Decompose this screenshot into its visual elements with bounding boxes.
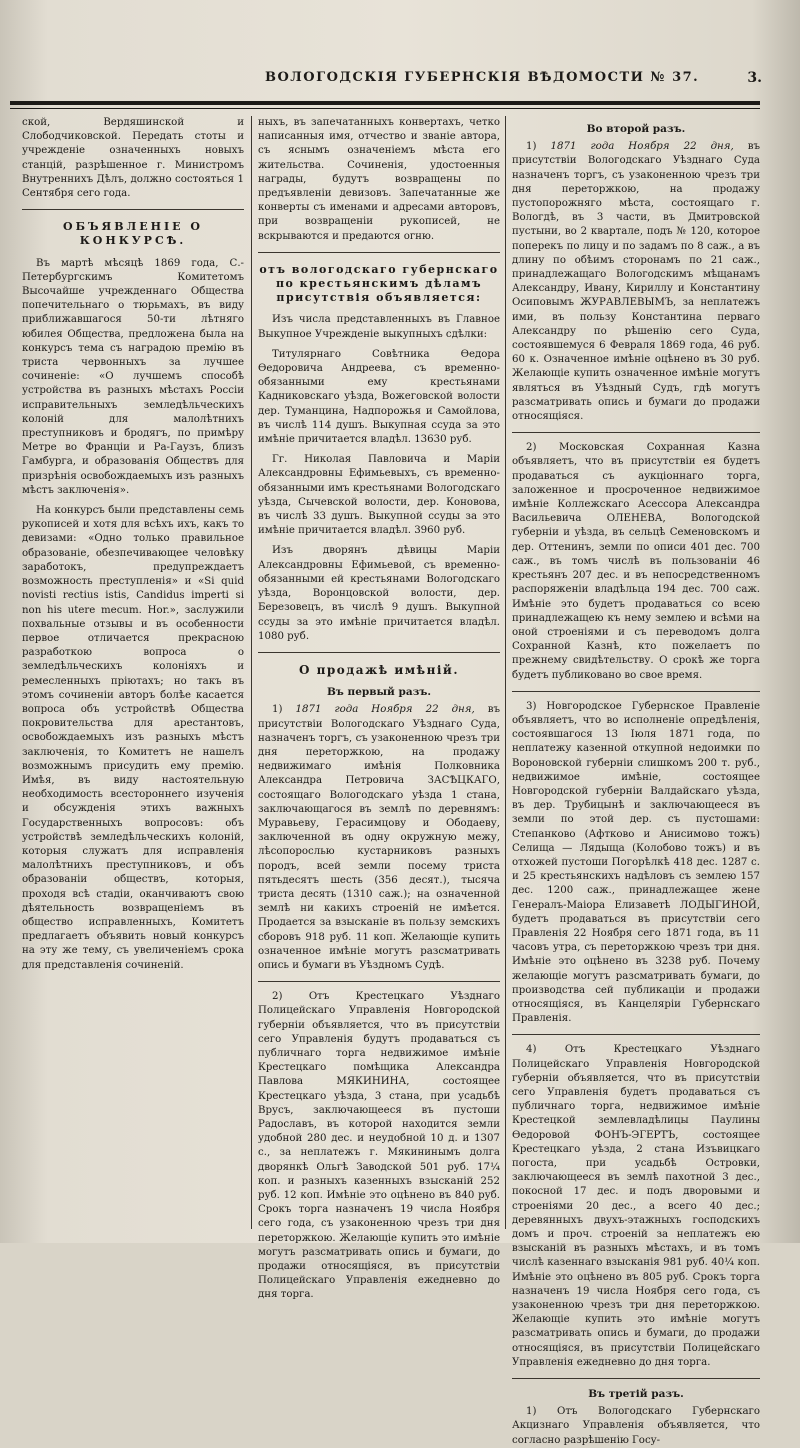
col2-paragraph-2: Титулярнаго Совѣтника Ѳедора Ѳедоровича Андреева, съ временно-обязанными ему крестьянами Кадниковскаго уѣзда, Вожеговской волости дер. Туманцина, Надпорожья и Самойлова, въ числѣ 114 душъ. Выкупная ссуда за это имѣніе причитается владѣл. 13630 руб. [258, 348, 500, 446]
col3-paragraph-3: 3) Новгородское Губернское Правленіе объявляетъ, что во исполненіе опредѣленія, состоявшагося 13 Іюля 1871 года, по неплатежу казенной откупной недоимки по Вороновской губерніи слишкомъ 200 т. руб., недвижимое имѣніе, состоящее Новгородской губерніи Валдайскаго уѣзда, въ дер. Трубицынѣ и заключающееся въ земли по этой дер. съ пустошами: Степанково (Афтково и Анисимово тожъ) Селища — Лядыща (Колобово тожъ) и въ отхожей пустоши Погорѣлкѣ 418 дес. 1287 с. и 25 крестьянскихъ надѣловъ съ землею 157 дес. 1200 саж., принадлежащее жене Генералъ-Маіора Елизаветѣ ЛОДЫГИНОЙ, будетъ продаваться въ присутствіи сего Правленія 22 Ноября сего 1871 года, въ 11 часовъ утра, съ переторжкою чрезъ три дня. Имѣніе это оцѣнено въ 3238 руб. Почему желающіе могутъ разсматривать бумаги, до производства сей публикаціи и продажи относящіяся, въ Канцеляріи Губернскаго Правленія. [512, 700, 760, 1025]
col3-paragraph-2: 2) Московская Сохранная Казна объявляетъ, что въ присутствіи ея будетъ продаваться съ аукціоннаго торга, заложенное и просроченное недвижимое имѣніе Коллежскаго Асессора Александра Васильевича ОЛЕНЕВА, Вологодской губерніи и уѣзда, въ сельцѣ Семеновскомъ и дер. Оттенинъ, земли по описи 401 дес. 700 саж., въ томъ числѣ въ пользованіи 46 крестьянъ 207 дес. и въ непосредственномъ распоряженіи владѣльца 194 дес. 700 саж. Имѣніе это будетъ продаваться со всею принадлежащею къ нему землею и всѣми на оной строеніями и съ переводомъ долга Сохранной Казнѣ, кто пожелаетъ по прежнему свидѣтельству. О срокѣ же торга будетъ публиковано во свое время. [512, 442, 760, 681]
peasant-affairs-heading: отъ вологодскаго губернскаго по крестьянскимъ дѣламъ присутствія объявляется: [259, 262, 499, 305]
col2-paragraph-3: Гг. Николая Павловича и Маріи Александровны Ефимьевыхъ, съ временно-обязанными имъ крестьянами Вологодскаго уѣзда, Сычевской волости, дер. Коновова, въ числѣ 33 душъ. Выкупной ссуды за это имѣніе причитается владѣл. 3960 руб. [258, 454, 500, 537]
col2-separator-3 [258, 981, 500, 982]
third-time-subheading: Въ третій разъ. [588, 1388, 684, 1401]
col3-separator-2 [512, 691, 760, 692]
col1-paragraph-2: На конкурсъ были представлены семь рукописей и хотя для всѣхъ ихъ, какъ то девизами: «Одно только правильное образованіе, обезпечивающее человѣку заработокъ, предупреждаетъ возможность преступленія» и «Si quid novisti rectius istis, Candidus imperti si non his utere mecum. Hor.», заслужили похвальные отзывы и въ особенности первое отличается прекрасною разработкою вопроса о земледѣльческихъ колоніяхъ и ремесленныхъ пріютахъ; но такъ въ этомъ сочиненіи авторъ болѣе касается вопроса объ устройствѣ Общества покровительства для арестантовъ, освобождаемыхъ изъ разныхъ мѣстъ заключенія, то Комитетъ не нашелъ возможнымъ присудить ему премію. Имѣя, въ виду настоятельную необходимость всестороннего изученія и обсужденія этихъ важныхъ Государственныхъ вопросовъ: объ устройствѣ земледѣльческихъ колоній, которыя служатъ для исправленія малолѣтнихъ преступниковъ, и объ образованіи обществъ, которыя, проходя всѣ стадіи, оканчиваютъ свою дѣятельность возвращеніемъ въ общество исправленныхъ, Комитетъ предлагаетъ объявить новый конкурсъ на эту же тему, съ увеличеніемъ срока для представленія сочиненій. [22, 505, 244, 971]
estate-sale-heading: О продажѣ имѣній. [299, 662, 459, 677]
col2-separator-1 [258, 252, 500, 253]
col3-date-italic: 1871 года Ноября 22 дня, [550, 141, 734, 153]
second-time-subheading: Во второй разъ. [586, 123, 686, 135]
column-1 [22, 116, 244, 1233]
col3-paragraph-5: 1) Отъ Вологодскаго Губернскаго Акцизнаго Управленія объявляется, что согласно разрѣшенію Госу- [512, 1406, 760, 1446]
col3-separator-1 [512, 432, 760, 433]
first-time-subheading: Въ первый разъ. [326, 686, 432, 699]
contest-heading: ОБЪЯВЛЕНІЕ О КОНКУРСѢ. [63, 220, 203, 248]
col2-paragraph-6: 2) Отъ Крестецкаго Уѣзднаго Полицейскаго Управленія Новгородской губерніи объявляется, что въ присутствіи сего Управленія будутъ продаваться съ публичнаго торга недвижимое имѣніе Крестецкаго помѣщика Александра Павлова МЯКИНИНА, состоящее Крестецкаго уѣзда, 3 стана, при усадьбѣ Врусъ, заключающееся въ пустоши Радославъ, въ которой находится земли удобной 280 дес. и неудобной 10 д. и 1307 с., за неплатежъ г. Мякининымъ долга дворянкѣ Ольгѣ Заводской 501 руб. 17¼ коп. и разныхъ казенныхъ взысканій 252 руб. 12 коп. Имѣніе это оцѣнено въ 840 руб. Срокъ торга назначенъ 19 числа Ноября сего года, съ узаконенною чрезъ три дня переторжкою. Желающіе купить это имѣніе могутъ разсматривать опись и бумаги, до продажи относящіяся, въ присутствіи Полицейскаго Управленія ежедневно до дня торга. [258, 991, 500, 1301]
col2-separator-2 [258, 652, 500, 653]
newspaper-title: ВОЛОГОДСКІЯ ГУБЕРНСКІЯ ВѢДОМОСТИ № 37. [265, 70, 700, 85]
col3-separator-4 [512, 1378, 760, 1379]
col2-paragraph-5-text: въ присутствіи Вологодскаго Уѣзднаго Суда, назначенъ торгъ, съ узаконенною чрезъ три дня переторжкою, на продажу недвижимаго имѣнія Полковника Александра Петровича ЗАСѢЦКАГО, состоящаго Вологодскаго уѣзда 1 стана, заключающагося въ землѣ по деревнямъ: Муравьеву, Герасимцову и Ободаеву, заключенной въ одну окружную межу, лѣсопорослью кустарниковъ разныхъ породъ, всей земли посему триста пятьдесятъ шесть (356 десят.), тысяча триста десять (1310 саж.); на означенной землѣ ни какихъ строеній не имѣется. Продается за взысканіе въ пользу земскихъ сборовъ 918 руб. 11 коп. Желающіе купить означенное имѣніе могутъ разсматривать опись и бумаги въ Уѣздномъ Судѣ. [258, 704, 500, 971]
column-divider-1 [251, 116, 252, 1229]
page-number: 3. [747, 70, 762, 86]
col1-paragraph-1: Въ мартѣ мѣсяцѣ 1869 года, С.-Петербургскимъ Комитетомъ Высочайше учрежденнаго Общества попечительнаго о тюрьмахъ, въ виду приближавшагося 50-ти лѣтняго юбилея Общества, предложена была на конкурсъ тема съ наградою премію въ триста червонныхъ за лучшее сочиненіе: «О лучшемъ способѣ устройства въ разныхъ мѣстахъ Россіи исправительныхъ земледѣльческихъ колоній для малолѣтнихъ преступниковъ и бродягъ, по примѣру Метре во Франціи и Ра-Гаузъ, близъ Гамбурга, и образованія Обществъ для призрѣнія освобождаемыхъ изъ разныхъ мѣстъ заключенія». [22, 257, 244, 496]
col2-paragraph-4: Изъ дворянъ дѣвицы Маріи Александровны Ефимьевой, съ временно-обязанными ей крестьянами Вологодскаго уѣзда, Воронцовской волости, дер. Березовецъ, въ числѣ 9 душъ. Выкупной ссуды за это имѣніе причитается владѣл. 1080 руб. [258, 545, 500, 642]
column-3 [512, 116, 760, 1446]
col1-paragraph-0: ской, Вердяшинской и Слободчиковской. Передать стоты и учрежденіе означенныхъ новыхъ станцій, разрѣшенное г. Министромъ Внутреннихъ Дѣлъ, должно состояться 1 Сентября сего года. [22, 117, 244, 200]
col1-separator [22, 209, 244, 210]
col3-paragraph-1: 1) 1871 года Ноября 22 дня, въ присутствіи Вологодскаго Уѣзднаго Суда назначенъ торгъ, съ узаконенною чрезъ три дня переторжкою, на продажу пустопорожняго мѣста, состоящаго г. Вологдѣ, въ 3 части, въ Дмитровской пустыни, во 2 квартале, подъ № 120, которое поперекъ по лицу и по задамъ по 8 саж., а въ длину по обѣимъ сторонамъ по 21 саж., принадлежащаго Вологодскимъ мѣщанамъ Александру, Ивану, Кириллу и Константину Осиповымъ ЖУРАВЛЕВЫМЪ, за неплатежъ ими, въ пользу Константина перваго Александру по рѣшенію сего Суда, состоявшемуся 6 Февраля 1869 года, 46 руб. 60 к. Означенное имѣніе оцѣнено въ 30 руб. Желающіе купить означенное имѣніе могутъ являться въ Уѣздный Судъ, гдѣ могутъ разсматривать опись и бумаги до продажи относящіяся. [512, 141, 760, 423]
col3-paragraph-4: 4) Отъ Крестецкаго Уѣзднаго Полицейскаго Управленія Новгородской губерніи объявляется, что въ присутствіи сего Управленія будетъ продаваться съ публичнаго торга, недвижимое имѣніе Крестецкой землевладѣлицы Паулины Ѳедоровой ФОНЪ-ЭГЕРТЪ, состоящее Крестецкаго уѣзда, 2 стана Изъвицкаго погоста, при усадьбѣ Островки, заключающееся въ землѣ пахотной 3 дес., покосной 17 дес. и подъ дворовыми и строеніями 20 дес., а всего 40 дес.; деревянныхъ двухъ-этажныхъ господскихъ домъ и проч. строеній за неплатежъ ею взысканій въ разныхъ мѣстахъ, и въ томъ числѣ казеннаго взысканія 981 руб. 40¼ коп. Имѣніе это оцѣнено въ 805 руб. Срокъ торга назначенъ 19 числа Ноября сего года, съ узаконенною чрезъ три дня переторжкою. Желающіе купить это имѣніе могутъ разсматривать опись и бумаги, до продажи относящіяся, въ присутствіи Полицейскаго Управленія ежедневно до дня торга. [512, 1044, 760, 1368]
page-header [10, 68, 770, 96]
col3-paragraph-1-text: въ присутствіи Вологодскаго Уѣзднаго Суда назначенъ торгъ, съ узаконенною чрезъ три дня переторжкою, на продажу пустопорожняго мѣста, состоящаго г. Вологдѣ, въ 3 части, въ Дмитровской пустыни, во 2 квартале, подъ № 120, которое поперекъ по лицу и по задамъ по 8 саж., а въ длину по обѣимъ сторонамъ по 21 саж., принадлежащаго Вологодскимъ мѣщанамъ Александру, Ивану, Кириллу и Константину Осиповымъ ЖУРАВЛЕВЫМЪ, за неплатежъ ими, въ пользу Константина перваго Александру по рѣшенію сего Суда, состоявшемуся 6 Февраля 1869 года, 46 руб. 60 к. Означенное имѣніе оцѣнено въ 30 руб. Желающіе купить означенное имѣніе могутъ являться въ Уѣздный Судъ, гдѣ могутъ разсматривать опись и бумаги до продажи относящіяся. [512, 141, 760, 423]
col3-separator-3 [512, 1034, 760, 1035]
header-rule-thin [10, 108, 760, 109]
col2-date-italic: 1871 года Ноября 22 дня, [295, 704, 475, 716]
column-divider-2 [505, 116, 506, 1229]
col2-paragraph-5: 1) 1871 года Ноября 22 дня, въ присутствіи Вологодскаго Уѣзднаго Суда, назначенъ торгъ, съ узаконенною чрезъ три дня переторжкою, на продажу недвижимаго имѣнія Полковника Александра Петровича ЗАСѢЦКАГО, состоящаго Вологодскаго уѣзда 1 стана, заключающагося въ землѣ по деревнямъ: Муравьеву, Герасимцову и Ободаеву, заключенной въ одну окружную межу, лѣсопорослью кустарниковъ разныхъ породъ, всей земли посему триста пятьдесятъ шесть (356 десят.), тысяча триста десять (1310 саж.); на означенной землѣ ни какихъ строеній не имѣется. Продается за взысканіе въ пользу земскихъ сборовъ 918 руб. 11 коп. Желающіе купить означенное имѣніе могутъ разсматривать опись и бумаги въ Уѣздномъ Судѣ. [258, 704, 500, 971]
col2-paragraph-0: ныхъ, въ запечатанныхъ конвертахъ, четко написанныя имя, отчество и званіе автора, съ яснымъ означеніемъ мѣста его жительства. Сочиненія, удостоенныя награды, будутъ возвращены по предъявленіи девизовъ. Запечатанные же конверты съ именами и адресами авторовъ, при возвращеніи рукописей, не вскрываются и предаются огню. [258, 117, 500, 242]
column-2 [258, 116, 500, 1301]
col2-paragraph-1: Изъ числа представленныхъ въ Главное Выкупное Учрежденіе выкупныхъ сдѣлки: [258, 314, 500, 340]
header-rule-thick [10, 101, 760, 105]
